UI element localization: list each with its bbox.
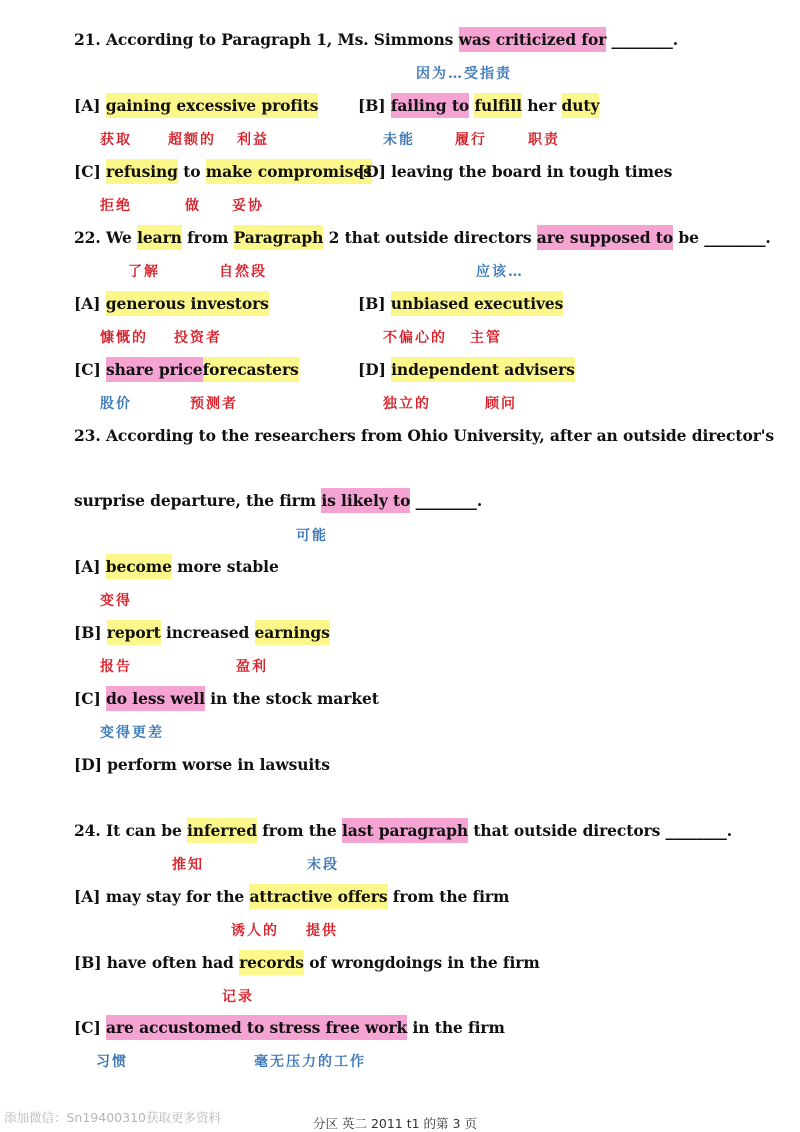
q21-b-note-2: 履行 [455, 132, 487, 148]
q21-b-note-3: 职责 [528, 132, 560, 148]
q21-a-note-1: 获取 [100, 132, 132, 148]
q24-stem-note-2: 末段 [307, 857, 339, 873]
q22-option-c: [C] share priceforecasters [74, 360, 299, 379]
q21-c-note-2: 做 [185, 198, 201, 214]
q23-b-note-1: 报告 [100, 659, 132, 675]
page-footer: 分区 英二 2011 t1 的第 3 页 [313, 1116, 477, 1131]
q22-stem-note-1: 了解 [128, 264, 160, 280]
q24-a-note-1: 诱人的 [231, 923, 279, 939]
q21-option-a: [A] gaining excessive profits [74, 96, 318, 115]
q21-c-note-3: 妥协 [232, 198, 264, 214]
q22-c-note-1: 股价 [100, 396, 132, 412]
q22-option-b: [B] unbiased executives [358, 294, 563, 313]
q23-a-note-1: 变得 [100, 593, 132, 609]
q22-a-note-2: 投资者 [174, 330, 222, 346]
q21-option-c: [C] refusing to make compromises [74, 162, 372, 181]
q22-stem-note-2: 自然段 [219, 264, 267, 280]
q22-stem-note-3: 应该… [476, 264, 524, 280]
q21-a-note-3: 利益 [237, 132, 269, 148]
q23-stem-note: 可能 [296, 528, 328, 544]
q24-option-b: [B] have often had records of wrongdoings in the firm [74, 953, 540, 972]
q24-b-note-1: 记录 [222, 989, 254, 1005]
q23-option-b: [B] report increased earnings [74, 623, 330, 642]
q23-stem-line-2: surprise departure, the firm is likely to ________. [74, 491, 482, 510]
q23-b-note-2: 盈利 [236, 659, 268, 675]
q24-option-a: [A] may stay for the attractive offers from the firm [74, 887, 509, 906]
q22-d-note-1: 独立的 [383, 396, 431, 412]
q22-b-note-2: 主管 [470, 330, 502, 346]
q22-option-d: [D] independent advisers [358, 360, 575, 379]
q24-stem-note-1: 推知 [172, 857, 204, 873]
q24-option-c: [C] are accustomed to stress free work in the firm [74, 1018, 505, 1037]
q23-c-note-1: 变得更差 [100, 725, 164, 741]
q22-d-note-2: 顾问 [485, 396, 517, 412]
q22-option-a: [A] generous investors [74, 294, 269, 313]
q23-stem-line-1: 23. According to the researchers from Ohio University, after an outside director's [74, 426, 775, 445]
q21-stem: 21. According to Paragraph 1, Ms. Simmons was criticized for ________. [74, 30, 678, 49]
q24-stem: 24. It can be inferred from the last paragraph that outside directors ________. [74, 821, 732, 840]
q21-b-note-1: 未能 [383, 132, 415, 148]
q21-option-b: [B] failing to fulfill her duty [358, 96, 599, 115]
q22-b-note-1: 不偏心的 [383, 330, 447, 346]
q22-stem: 22. We learn from Paragraph 2 that outside directors are supposed to be ________. [74, 228, 771, 247]
q22-c-note-2: 预测者 [190, 396, 238, 412]
q24-a-note-2: 提供 [306, 923, 338, 939]
watermark-text: 添加微信：Sn19400310获取更多资料 [4, 1110, 221, 1125]
q24-c-note-1: 习惯 [96, 1054, 128, 1070]
q23-option-c: [C] do less well in the stock market [74, 689, 379, 708]
q21-a-note-2: 超额的 [168, 132, 216, 148]
q23-option-d: [D] perform worse in lawsuits [74, 755, 330, 774]
q21-c-note-1: 拒绝 [100, 198, 132, 214]
q21-stem-note: 因为…受指责 [416, 66, 512, 82]
q22-a-note-1: 慷慨的 [100, 330, 148, 346]
q21-option-d: [D] leaving the board in tough times [358, 162, 673, 181]
q23-option-a: [A] become more stable [74, 557, 279, 576]
q24-c-note-2: 毫无压力的工作 [254, 1054, 366, 1070]
